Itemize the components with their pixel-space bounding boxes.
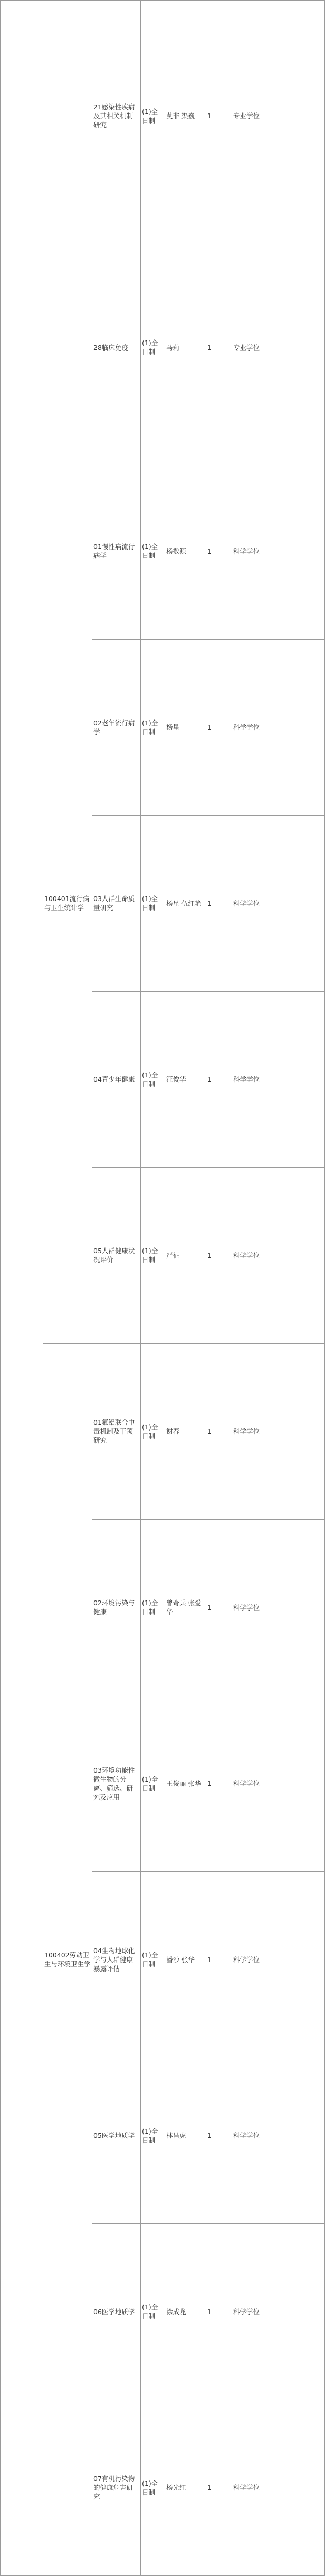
advisor: 涂成龙 xyxy=(165,2224,206,2400)
advisor: 谢春 xyxy=(165,1343,206,1520)
degree-type: 科学学位 xyxy=(232,1168,325,1344)
study-mode: (1)全日制 xyxy=(141,232,165,463)
enrollment-count: 1 xyxy=(206,1,232,232)
research-direction: 28临床免疫 xyxy=(92,232,141,463)
degree-type: 专业学位 xyxy=(232,232,325,463)
table-row xyxy=(1,1,325,232)
study-mode: (1)全日制 xyxy=(141,2400,165,2576)
major-name: 100402劳动卫生与环境卫生学 xyxy=(43,1343,92,2576)
research-direction: 07有机污染物的健康危害研究 xyxy=(92,2400,141,2576)
study-mode: (1)全日制 xyxy=(141,1872,165,2048)
enrollment-count: 1 xyxy=(206,639,232,816)
research-direction: 02老年流行病学 xyxy=(92,639,141,816)
empty-cell xyxy=(43,232,92,463)
table-row xyxy=(1,1343,325,1520)
degree-type: 科学学位 xyxy=(232,463,325,640)
enrollment-count: 1 xyxy=(206,2400,232,2576)
enrollment-count: 1 xyxy=(206,1872,232,2048)
degree-type: 科学学位 xyxy=(232,639,325,816)
advisor: 马莉 xyxy=(165,232,206,463)
study-mode: (1)全日制 xyxy=(141,639,165,816)
degree-type: 科学学位 xyxy=(232,2048,325,2224)
enrollment-count: 1 xyxy=(206,1520,232,1696)
research-direction: 01慢性病流行病学 xyxy=(92,463,141,640)
enrollment-count: 1 xyxy=(206,2048,232,2224)
research-direction: 21感染性疾病及其相关机制研究 xyxy=(92,1,141,232)
advisor: 王俊丽 张华 xyxy=(165,1696,206,1872)
research-direction: 06医学地质学 xyxy=(92,2224,141,2400)
advisor: 杨星 伍红艳 xyxy=(165,816,206,992)
study-mode: (1)全日制 xyxy=(141,1520,165,1696)
research-direction: 02环境污染与健康 xyxy=(92,1520,141,1696)
empty-cell xyxy=(1,463,43,2576)
advisor: 杨光红 xyxy=(165,2400,206,2576)
degree-type: 科学学位 xyxy=(232,2400,325,2576)
enrollment-count: 1 xyxy=(206,1168,232,1344)
study-mode: (1)全日制 xyxy=(141,1,165,232)
research-direction: 01氟铝联合中毒机制及干预研究 xyxy=(92,1343,141,1520)
empty-cell xyxy=(43,1,92,232)
study-mode: (1)全日制 xyxy=(141,463,165,640)
advisor: 莫非 渠巍 xyxy=(165,1,206,232)
research-direction: 04生物地球化学与人群健康暴露评估 xyxy=(92,1872,141,2048)
table-row xyxy=(1,232,325,463)
degree-type: 科学学位 xyxy=(232,991,325,1168)
study-mode: (1)全日制 xyxy=(141,2048,165,2224)
degree-type: 科学学位 xyxy=(232,1872,325,2048)
study-mode: (1)全日制 xyxy=(141,816,165,992)
table-row xyxy=(1,463,325,640)
degree-type: 科学学位 xyxy=(232,1343,325,1520)
degree-type: 科学学位 xyxy=(232,1696,325,1872)
research-direction: 05人群健康状况评价 xyxy=(92,1168,141,1344)
degree-type: 科学学位 xyxy=(232,1520,325,1696)
advisor: 潘沙 张华 xyxy=(165,1872,206,2048)
degree-type: 专业学位 xyxy=(232,1,325,232)
enrollment-count: 1 xyxy=(206,232,232,463)
enrollment-count: 1 xyxy=(206,1696,232,1872)
advisor: 汪俊华 xyxy=(165,991,206,1168)
study-mode: (1)全日制 xyxy=(141,1696,165,1872)
advisor: 杨星 xyxy=(165,639,206,816)
study-mode: (1)全日制 xyxy=(141,1343,165,1520)
empty-cell xyxy=(1,232,43,463)
research-direction: 03环境功能性微生物的分离、筛选、研究及应用 xyxy=(92,1696,141,1872)
advisor: 杨敬源 xyxy=(165,463,206,640)
study-mode: (1)全日制 xyxy=(141,991,165,1168)
degree-type: 科学学位 xyxy=(232,2224,325,2400)
study-mode: (1)全日制 xyxy=(141,1168,165,1344)
enrollment-count: 1 xyxy=(206,1343,232,1520)
enrollment-count: 1 xyxy=(206,816,232,992)
degree-type: 科学学位 xyxy=(232,816,325,992)
major-name: 100401流行病与卫生统计学 xyxy=(43,463,92,1344)
empty-cell xyxy=(1,1,43,232)
advisor: 严征 xyxy=(165,1168,206,1344)
research-direction: 05医学地质学 xyxy=(92,2048,141,2224)
enrollment-count: 1 xyxy=(206,991,232,1168)
research-direction: 04青少年健康 xyxy=(92,991,141,1168)
enrollment-count: 1 xyxy=(206,2224,232,2400)
research-direction: 03人群生命质量研究 xyxy=(92,816,141,992)
advisor: 林昌虎 xyxy=(165,2048,206,2224)
study-mode: (1)全日制 xyxy=(141,2224,165,2400)
enrollment-count: 1 xyxy=(206,463,232,640)
advisor: 曾奇兵 张爱华 xyxy=(165,1520,206,1696)
